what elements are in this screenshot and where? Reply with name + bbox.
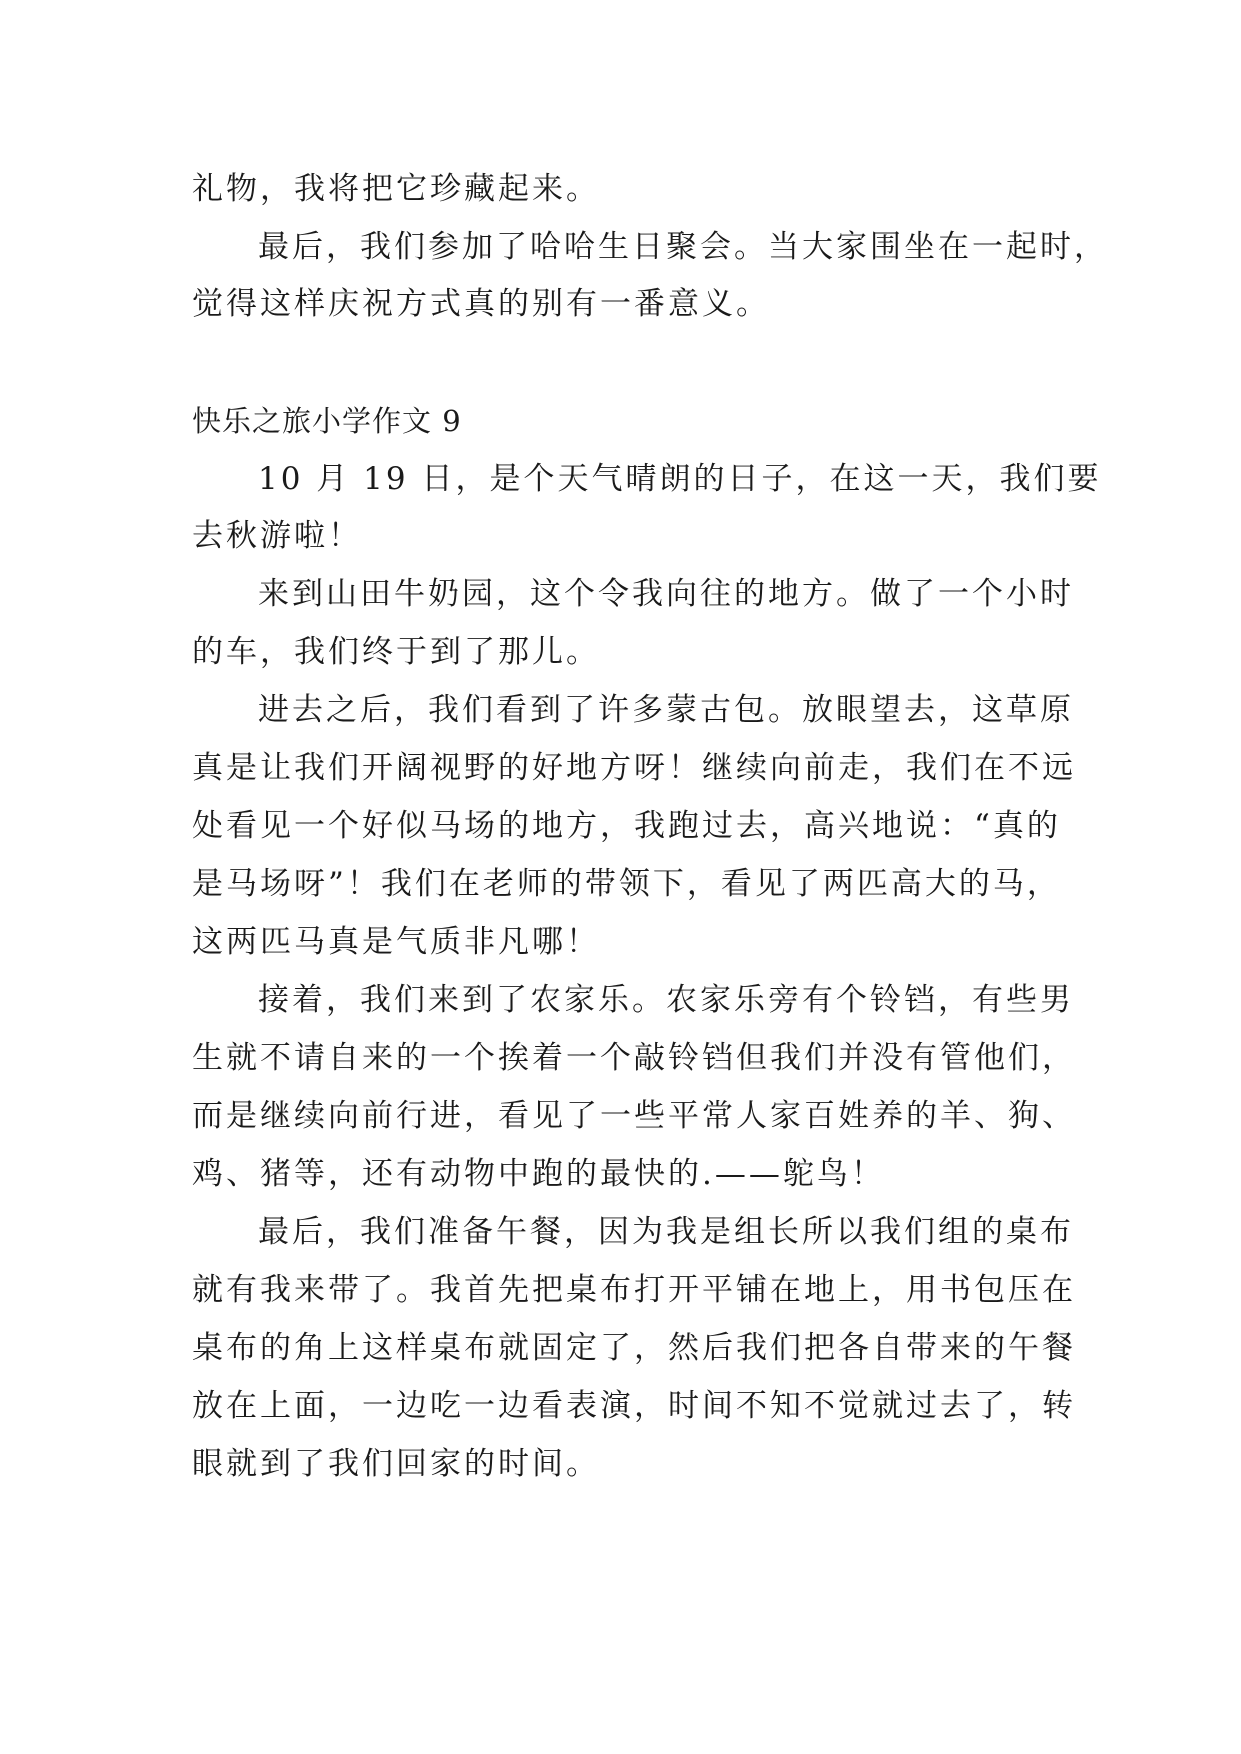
text-line: 处看见一个好似马场的地方，我跑过去，高兴地说：“真的 [192,808,1061,844]
text-line: 眼就到了我们回家的时间。 [192,1446,600,1482]
paragraph-first-line: 最后，我们参加了哈哈生日聚会。当大家围坐在一起时， [258,229,1108,265]
text-line: 的车，我们终于到了那儿。 [192,634,600,670]
text-line: 去秋游啦！ [192,518,362,554]
text-line: 桌布的角上这样桌布就固定了，然后我们把各自带来的午餐 [192,1330,1076,1366]
text-line: 生就不请自来的一个挨着一个敲铃铛但我们并没有管他们， [192,1040,1076,1076]
text-line: 礼物，我将把它珍藏起来。 [192,171,600,207]
paragraph-first-line: 接着，我们来到了农家乐。农家乐旁有个铃铛，有些男 [258,982,1074,1018]
text-line: 是马场呀”！我们在老师的带领下，看见了两匹高大的马， [192,866,1061,902]
section-title: 快乐之旅小学作文 9 [192,404,462,438]
paragraph-first-line: 最后，我们准备午餐，因为我是组长所以我们组的桌布 [258,1214,1074,1250]
paragraph-first-line: 10 月 19 日，是个天气晴朗的日子，在这一天，我们要 [258,461,1102,497]
text-line: 放在上面，一边吃一边看表演，时间不知不觉就过去了，转 [192,1388,1076,1424]
text-line: 觉得这样庆祝方式真的别有一番意义。 [192,286,770,322]
text-line: 而是继续向前行进，看见了一些平常人家百姓养的羊、狗、 [192,1098,1076,1134]
paragraph-first-line: 来到山田牛奶园，这个令我向往的地方。做了一个小时 [258,576,1074,612]
text-line: 真是让我们开阔视野的好地方呀！继续向前走，我们在不远 [192,750,1076,786]
text-line: 这两匹马真是气质非凡哪！ [192,924,600,960]
paragraph-first-line: 进去之后，我们看到了许多蒙古包。放眼望去，这草原 [258,692,1074,728]
text-line: 鸡、猪等，还有动物中跑的最快的.——鸵鸟！ [192,1156,885,1192]
text-line: 就有我来带了。我首先把桌布打开平铺在地上，用书包压在 [192,1272,1076,1308]
